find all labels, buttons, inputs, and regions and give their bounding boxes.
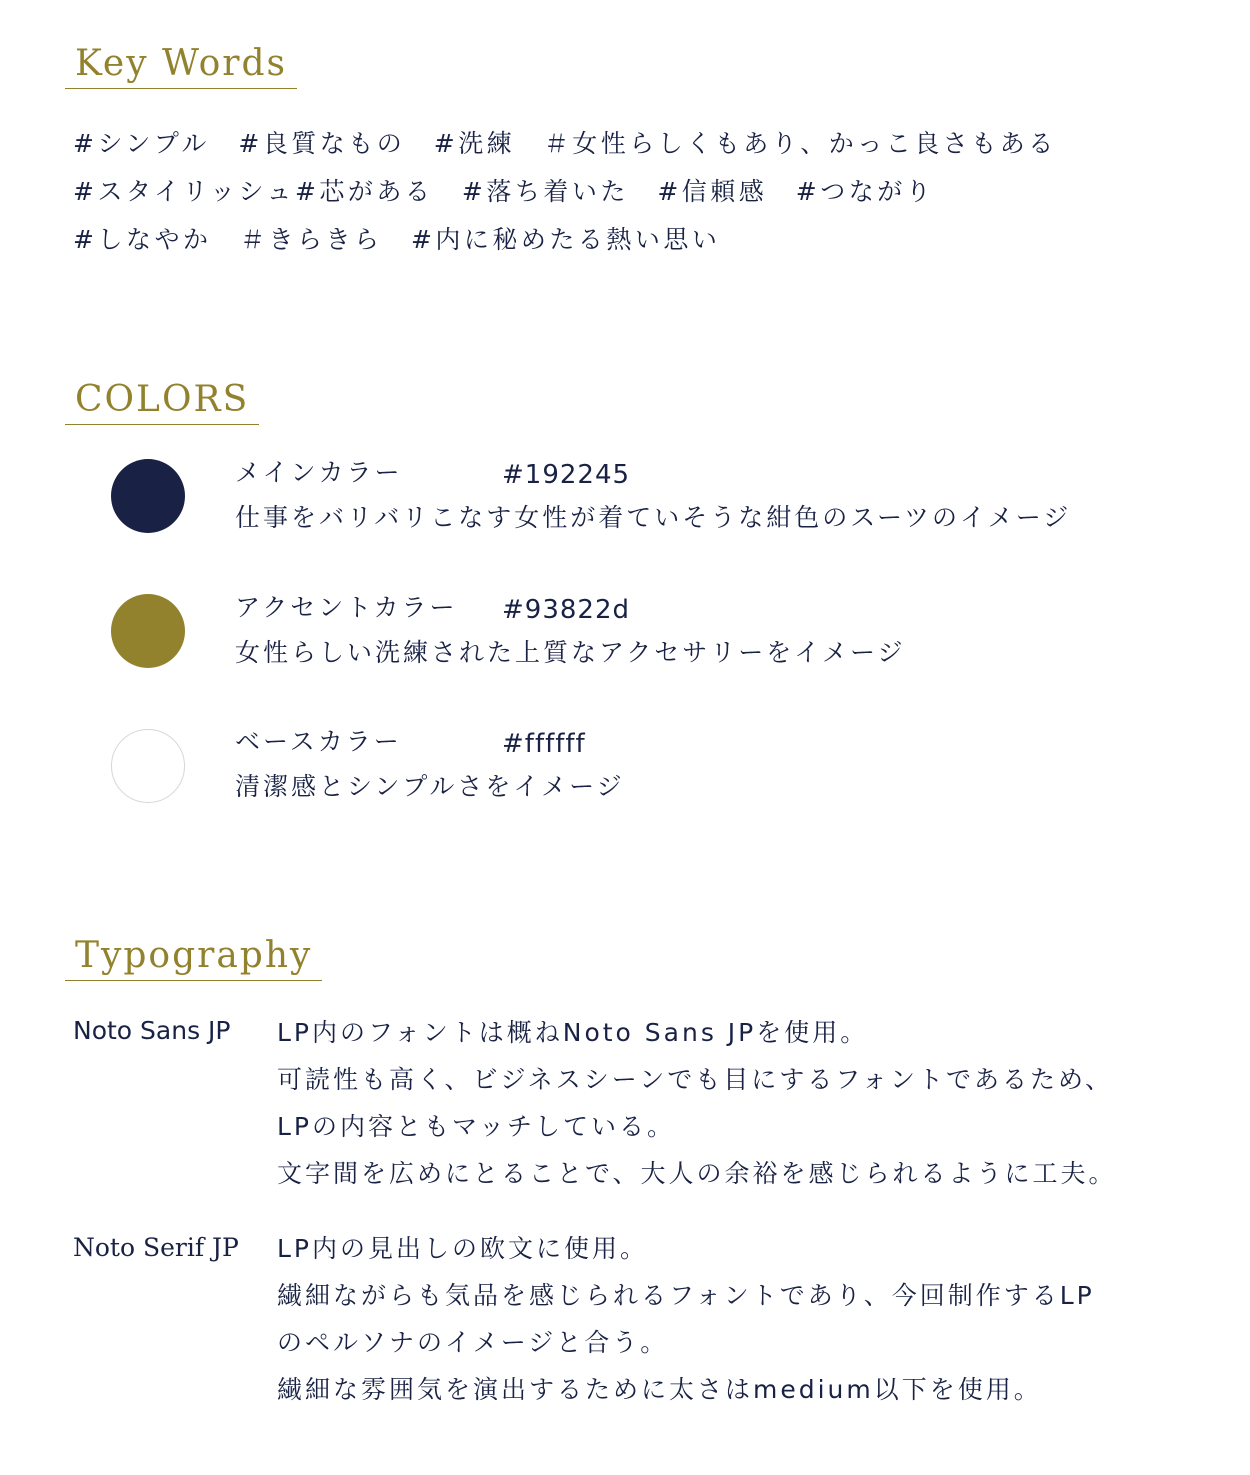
color-name: アクセントカラー xyxy=(235,593,458,622)
font-description-line: 文字間を広めにとることで、大人の余裕を感じられるように工夫。 xyxy=(277,1159,1117,1188)
color-hex-code: #192245 xyxy=(502,460,631,490)
font-description-line: 可読性も高く、ビジネスシーンでも目にするフォントであるため、 xyxy=(277,1065,1114,1094)
color-item-main xyxy=(0,455,1250,555)
color-hex-code: #93822d xyxy=(502,595,630,625)
color-description: 仕事をバリバリこなす女性が着ていそうな紺色のスーツのイメージ xyxy=(235,503,1072,532)
font-description-line: LPの内容ともマッチしている。 xyxy=(277,1112,676,1141)
font-description-sans xyxy=(277,1009,1117,1197)
color-item-accent xyxy=(0,590,1250,690)
accent-color-swatch xyxy=(111,594,185,668)
keywords-line: #スタイリッシュ#芯がある #落ち着いた #信頼感 #つながり xyxy=(73,177,935,206)
typography-heading: Typography xyxy=(65,936,322,981)
color-item-base xyxy=(0,724,1250,824)
font-description-line: 繊細ながらも気品を感じられるフォントであり、今回制作するLP xyxy=(277,1281,1095,1310)
keywords-list xyxy=(73,120,1057,264)
keywords-heading: Key Words xyxy=(65,44,297,89)
font-description-serif xyxy=(277,1225,1095,1413)
font-name-sans: Noto Sans JP xyxy=(73,1016,231,1045)
base-color-swatch xyxy=(111,729,185,803)
font-description-line: 繊細な雰囲気を演出するために太さはmedium以下を使用。 xyxy=(277,1375,1042,1404)
color-description: 清潔感とシンプルさをイメージ xyxy=(235,772,625,801)
color-hex-code: #ffffff xyxy=(502,729,586,759)
color-name: ベースカラー xyxy=(235,727,402,756)
color-description: 女性らしい洗練された上質なアクセサリーをイメージ xyxy=(235,638,906,667)
keywords-line: #しなやか ＃きらきら #内に秘めたる熱い思い xyxy=(73,225,721,254)
font-name-serif: Noto Serif JP xyxy=(73,1233,239,1262)
font-description-line: LP内の見出しの欧文に使用。 xyxy=(277,1234,649,1263)
font-description-line: LP内のフォントは概ねNoto Sans JPを使用。 xyxy=(277,1018,869,1047)
colors-heading: COLORS xyxy=(65,380,259,425)
font-description-line: のペルソナのイメージと合う。 xyxy=(277,1328,669,1357)
main-color-swatch xyxy=(111,459,185,533)
keywords-line: #シンプル #良質なもの #洗練 ＃女性らしくもあり、かっこ良さもある xyxy=(73,129,1057,158)
color-name: メインカラー xyxy=(235,458,403,487)
